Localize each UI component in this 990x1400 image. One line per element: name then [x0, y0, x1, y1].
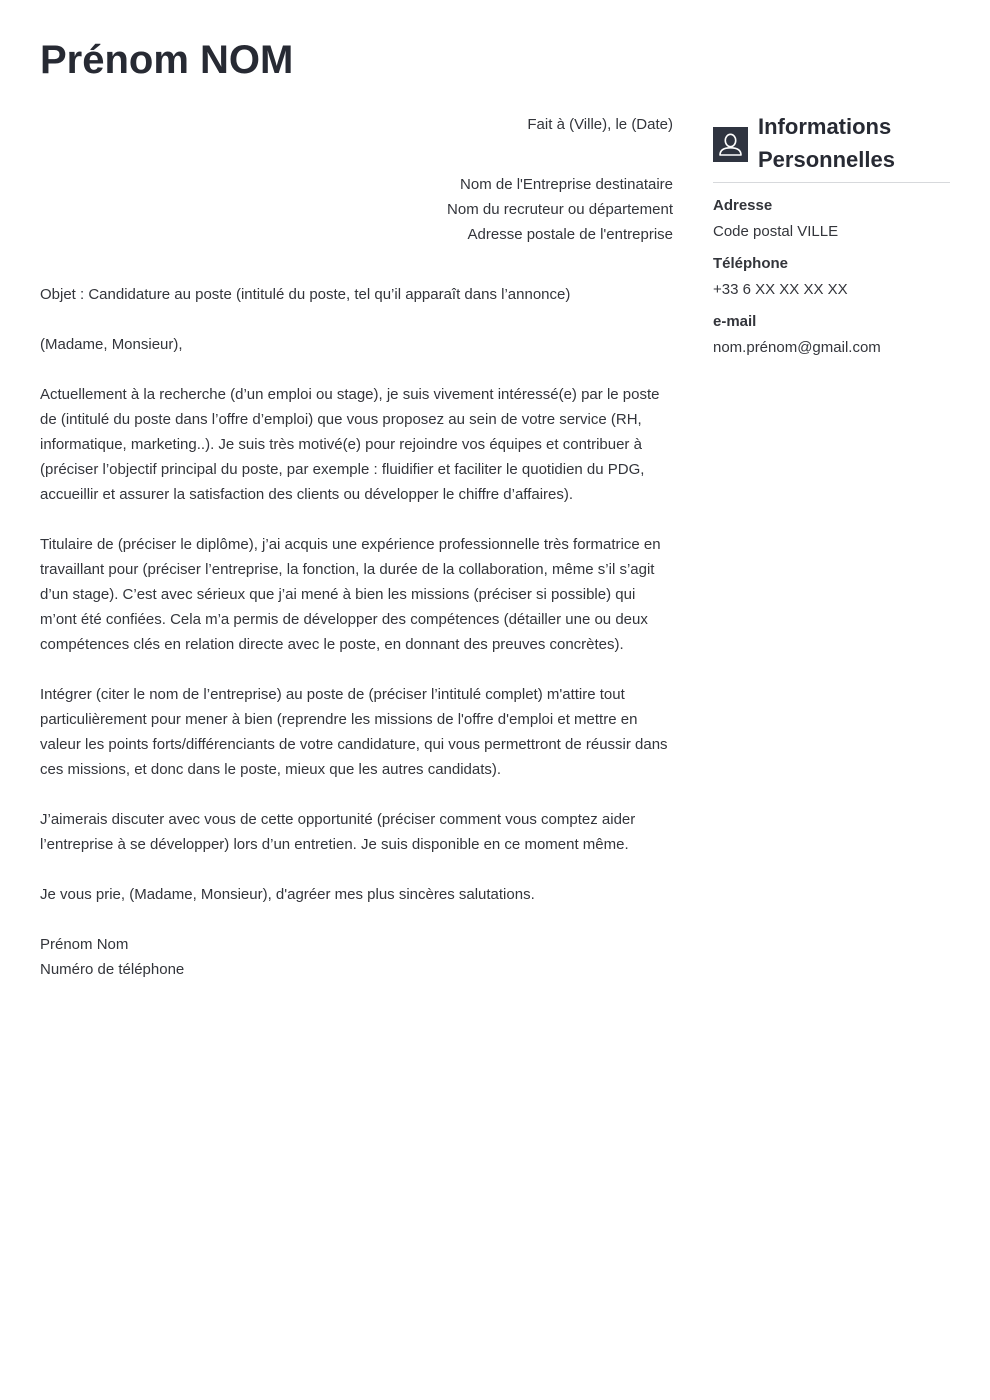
- signature-name: Prénom Nom: [40, 936, 129, 953]
- letter-subject: Objet : Candidature au poste (intitulé du poste, tel qu’il apparaît dans l’annonce): [40, 286, 571, 303]
- user-icon: [713, 127, 748, 162]
- letter-paragraph-4: J’aimerais discuter avec vous de cette opportunité (préciser comment vous comptez aider l’entreprise à se développer) lors d’un entretien. Je suis disponible en ce moment même.: [40, 811, 636, 853]
- letter-paragraph-3: Intégrer (citer le nom de l’entreprise) au poste de (préciser l’intitulé complet) m'attire tout particulièrement pour mener à bien (reprendre les missions de l'offre d'emploi et mettre en valeur les points forts/différenciants de votre candidature, qui vous permettront de réussir dans ces missions, et donc dans le poste, mieux que les autres candidats).: [40, 686, 668, 778]
- cover-letter: [40, 112, 673, 982]
- letter-closing: Je vous prie, (Madame, Monsieur), d'agréer mes plus sincères salutations.: [40, 886, 535, 903]
- personal-info-title: [758, 110, 895, 176]
- signature-block: [40, 932, 673, 982]
- date-place: Fait à (Ville), le (Date): [527, 116, 673, 133]
- signature-phone: Numéro de téléphone: [40, 961, 185, 978]
- email-label: e-mail: [713, 313, 757, 330]
- letter-paragraph-1: Actuellement à la recherche (d’un emploi ou stage), je suis vivement intéressé(e) par le poste de (intitulé du poste dans l’offre d’emploi) que vous proposez au sein de votre service (RH, informatique, marketing..). Je suis très motivé(e) pour rejoindre vos équipes et contribuer à (préciser l’objectif principal du poste, par exemple : fluidifier et faciliter le quotidien du PDG, accueillir et assurer la satisfaction des clients ou développer le chiffre d’affaires).: [40, 386, 660, 503]
- letter-paragraph-2: Titulaire de (préciser le diplôme), j’ai acquis une expérience professionnelle très formatrice en travaillant pour (préciser l’entreprise, la fonction, la durée de la collaboration, même s’il s’agit d’un stage). C’est avec sérieux que j’ai mené à bien les missions (préciser si possible) qui m’ont été confiées. Cela m’a permis de développer des compétences (détailler une ou deux compétences clés en relation directe avec le poste, en donnant des preuves concrètes).: [40, 536, 661, 653]
- address-value: Code postal VILLE: [713, 223, 839, 240]
- page-title: Prénom NOM: [40, 38, 294, 82]
- address-label: Adresse: [713, 197, 773, 214]
- personal-info-title-line2: Personnelles: [758, 147, 895, 172]
- personal-info-sidebar: [713, 110, 950, 369]
- letter-greeting: (Madame, Monsieur),: [40, 336, 183, 353]
- email-value: nom.prénom@gmail.com: [713, 339, 881, 356]
- phone-value: +33 6 XX XX XX XX: [713, 281, 848, 298]
- personal-info-title-line1: Informations: [758, 114, 892, 139]
- recipient-block: [40, 172, 673, 247]
- phone-label: Téléphone: [713, 255, 789, 272]
- recipient-company: Nom de l'Entreprise destinataire: [460, 176, 673, 193]
- personal-info-header: [713, 110, 950, 183]
- recipient-address: Adresse postale de l'entreprise: [467, 226, 673, 243]
- recipient-recruiter: Nom du recruteur ou département: [447, 201, 673, 218]
